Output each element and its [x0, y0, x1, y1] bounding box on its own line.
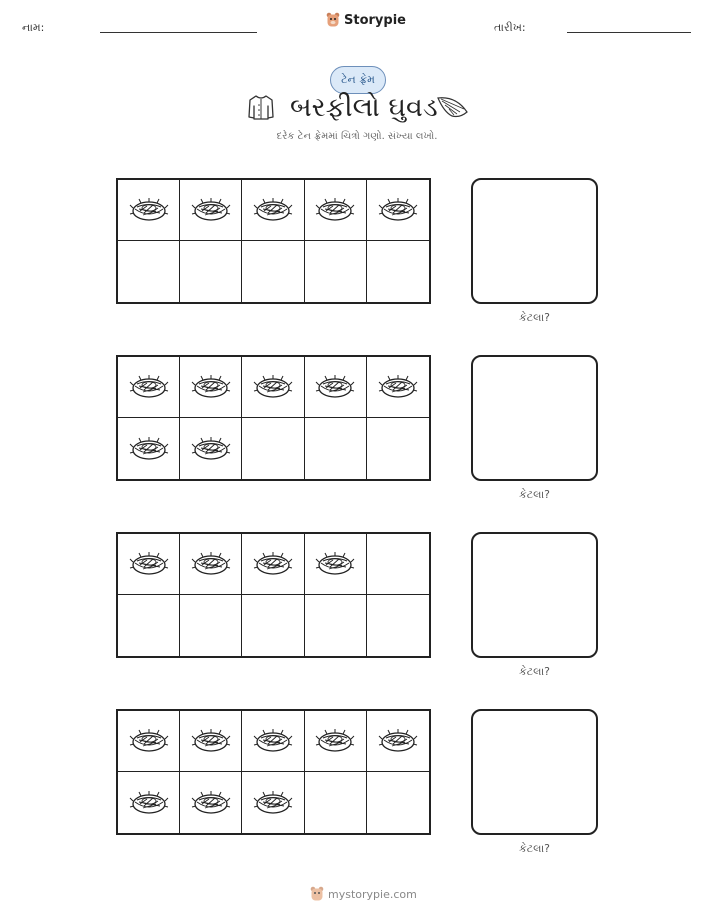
answer-box[interactable] — [471, 532, 598, 658]
ten-frame-cell — [305, 357, 367, 418]
ten-frame-cell — [242, 180, 304, 241]
ten-frame-cell — [242, 534, 304, 595]
ten-frame-cell — [242, 595, 304, 656]
ten-frame-cell — [242, 418, 304, 479]
bird-nest-icon — [191, 192, 231, 228]
ten-frame — [116, 532, 431, 658]
ten-frame-cell — [367, 534, 429, 595]
ten-frame-cell — [118, 357, 180, 418]
bird-nest-icon — [191, 431, 231, 467]
footer-url: mystorypie.com — [328, 887, 417, 901]
bird-nest-icon — [191, 723, 231, 759]
bird-nest-icon — [253, 192, 293, 228]
question-label: કેટલા? — [518, 311, 551, 324]
ten-frame-cell — [180, 418, 242, 479]
name-field-line[interactable] — [100, 32, 257, 33]
bird-nest-icon — [129, 546, 169, 582]
ten-frame-cell — [367, 357, 429, 418]
ten-frame-cell — [180, 772, 242, 833]
bird-nest-icon — [253, 723, 293, 759]
bird-nest-icon — [253, 546, 293, 582]
bird-nest-icon — [315, 192, 355, 228]
answer-box[interactable] — [471, 709, 598, 835]
answer-box[interactable] — [471, 355, 598, 481]
ten-frame-cell — [305, 418, 367, 479]
bird-nest-icon — [253, 785, 293, 821]
bird-nest-icon — [129, 192, 169, 228]
ten-frame-cell — [180, 357, 242, 418]
footer — [310, 886, 417, 902]
bird-nest-icon — [378, 369, 418, 405]
ten-frame-cell — [367, 595, 429, 656]
bird-nest-icon — [191, 546, 231, 582]
ten-frame-cell — [180, 534, 242, 595]
ten-frame-cell — [180, 180, 242, 241]
ten-frame-cell — [367, 772, 429, 833]
storypie-bear-icon — [310, 886, 324, 902]
ten-frame-cell — [118, 418, 180, 479]
ten-frame-cell — [367, 418, 429, 479]
bird-nest-icon — [191, 785, 231, 821]
date-label: તારીખ: — [494, 21, 526, 34]
ten-frame-badge: ટેન ફ્રેમ — [330, 66, 386, 94]
question-label: કેટલા? — [518, 488, 551, 501]
ten-frame-cell — [242, 711, 304, 772]
brand-logo — [326, 12, 406, 28]
bird-nest-icon — [191, 369, 231, 405]
bird-nest-icon — [253, 369, 293, 405]
ten-frame-cell — [180, 241, 242, 302]
jacket-icon — [246, 92, 276, 122]
ten-frame-cell — [305, 241, 367, 302]
bird-nest-icon — [129, 723, 169, 759]
ten-frame-cell — [305, 180, 367, 241]
page-title: બરફીલો ઘુવડ — [290, 92, 438, 123]
ten-frame-cell — [118, 534, 180, 595]
ten-frame — [116, 355, 431, 481]
ten-frame-cell — [305, 772, 367, 833]
bird-nest-icon — [129, 431, 169, 467]
bird-nest-icon — [378, 192, 418, 228]
bird-nest-icon — [315, 723, 355, 759]
ten-frame-cell — [367, 241, 429, 302]
ten-frame-cell — [305, 711, 367, 772]
ten-frame-cell — [367, 711, 429, 772]
ten-frame-cell — [242, 772, 304, 833]
answer-box[interactable] — [471, 178, 598, 304]
ten-frame-cell — [180, 711, 242, 772]
ten-frame — [116, 709, 431, 835]
wing-icon — [436, 94, 470, 120]
ten-frame-cell — [118, 241, 180, 302]
ten-frame-cell — [180, 595, 242, 656]
ten-frame-cell — [242, 241, 304, 302]
instructions: દરેક ટેન ફ્રેમમાં ચિત્રો ગણો. સંખ્યા લખો. — [276, 131, 438, 142]
bird-nest-icon — [378, 723, 418, 759]
ten-frame-cell — [242, 357, 304, 418]
question-label: કેટલા? — [518, 665, 551, 678]
ten-frame-cell — [305, 595, 367, 656]
ten-frame — [116, 178, 431, 304]
question-label: કેટલા? — [518, 842, 551, 855]
bird-nest-icon — [129, 785, 169, 821]
ten-frame-cell — [118, 711, 180, 772]
bird-nest-icon — [315, 369, 355, 405]
bird-nest-icon — [315, 546, 355, 582]
ten-frame-cell — [118, 595, 180, 656]
ten-frame-cell — [305, 534, 367, 595]
date-field-line[interactable] — [567, 32, 691, 33]
name-label: નામ: — [22, 21, 45, 34]
ten-frame-cell — [118, 180, 180, 241]
bird-nest-icon — [129, 369, 169, 405]
ten-frame-cell — [367, 180, 429, 241]
ten-frame-cell — [118, 772, 180, 833]
brand-name: Storypie — [344, 12, 406, 28]
storypie-bear-icon — [326, 12, 340, 28]
